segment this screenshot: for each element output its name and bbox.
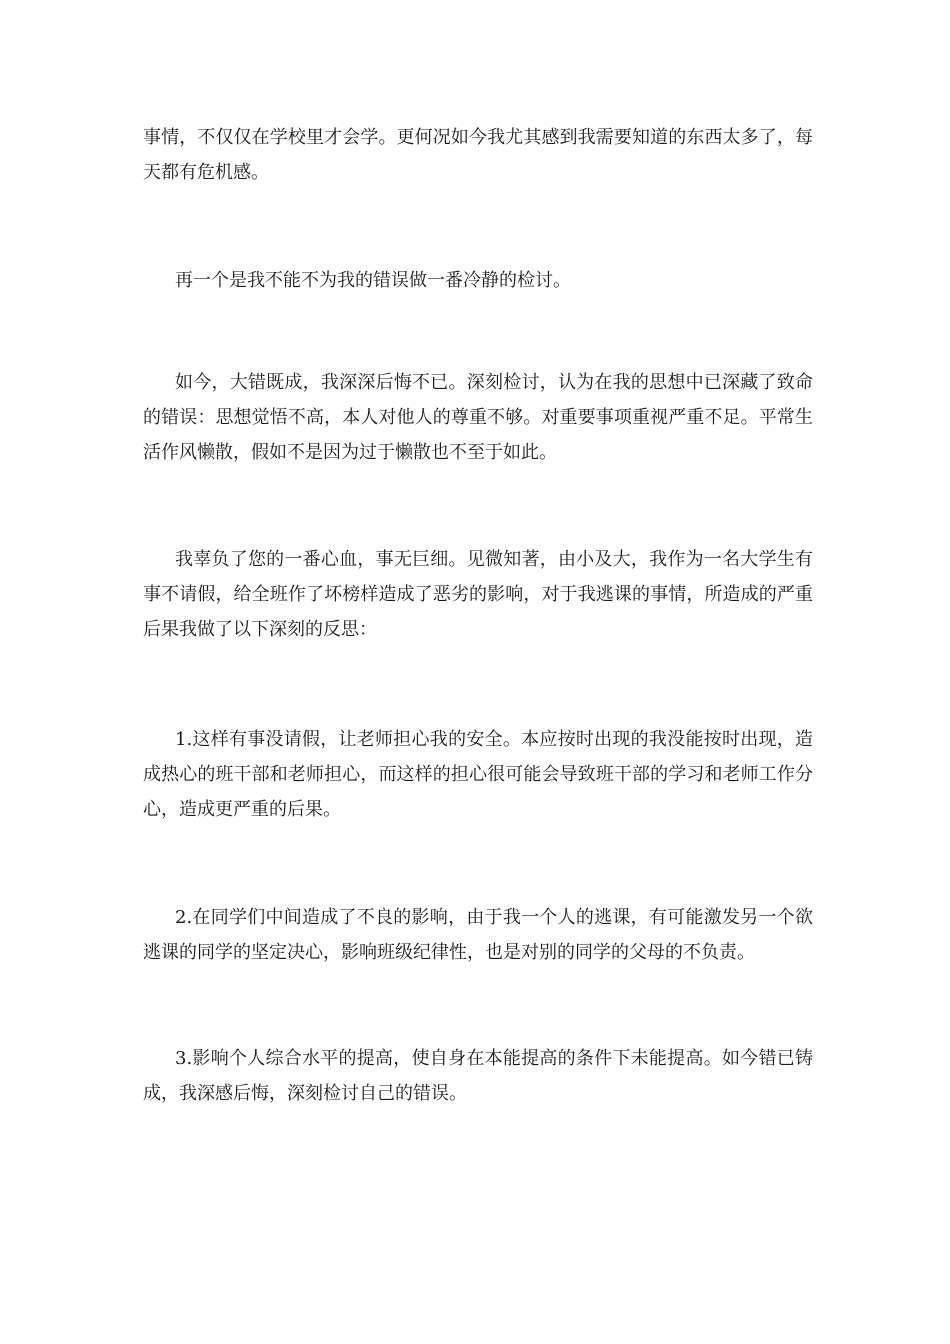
paragraph-regret: 如今，大错既成，我深深后悔不已。深刻检讨，认为在我的思想中已深藏了致命的错误：思想觉悟不高，本人对他人的尊重不够。对重要事项重视严重不足。平常生活作风懒散，假如不是因为过于懒散也不至于如此。 bbox=[143, 372, 813, 463]
list-item-3: 3.影响个人综合水平的提高，使自身在本能提高的条件下未能提高。如今错已铸成，我深感后悔，深刻检讨自己的错误。 bbox=[143, 1048, 813, 1104]
list-item-1: 1.这样有事没请假，让老师担心我的安全。本应按时出现的我没能按时出现，造成热心的班干部和老师担心，而这样的担心很可能会导致班干部的学习和老师工作分心，造成更严重的后果。 bbox=[143, 729, 813, 820]
paragraph-continuation: 事情，不仅仅在学校里才会学。更何况如今我尤其感到我需要知道的东西太多了，每天都有危机感。 bbox=[143, 127, 813, 183]
paragraph-consequences-intro: 我辜负了您的一番心血，事无巨细。见微知著，由小及大，我作为一名大学生有事不请假，给全班作了坏榜样造成了恶劣的影响，对于我逃课的事情，所造成的严重后果我做了以下深刻的反思： bbox=[143, 549, 813, 640]
paragraph-reflection-intro: 再一个是我不能不为我的错误做一番冷静的检讨。 bbox=[175, 270, 571, 291]
list-item-2: 2.在同学们中间造成了不良的影响，由于我一个人的逃课，有可能激发另一个欲逃课的同学的坚定决心，影响班级纪律性，也是对别的同学的父母的不负责。 bbox=[143, 907, 813, 963]
